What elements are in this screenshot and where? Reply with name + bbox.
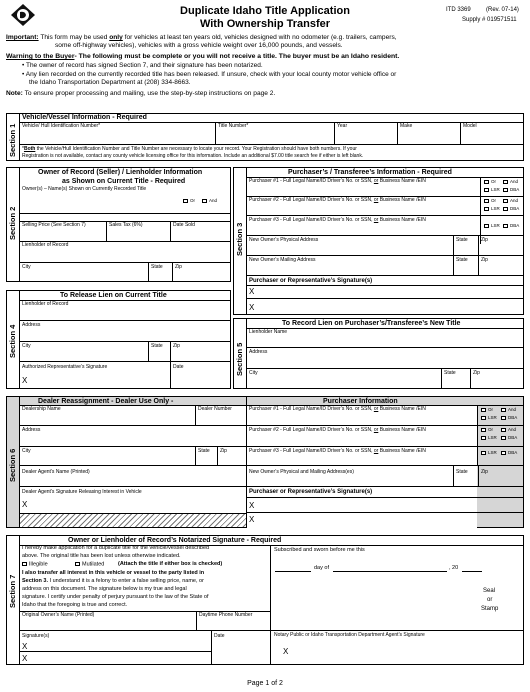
owner-signature-input-2[interactable] [30,652,209,663]
dealer-agent-signature-label: Dealer Agent’s Signature Releasing Interest in Vehicle [22,489,142,495]
s6-p2-bn: Business Name /EIN [378,427,426,433]
date-sold-label: Date Sold [173,222,195,228]
section-3-ref: Section 3. [22,578,48,584]
or-box-icon[interactable] [481,408,486,412]
sales-tax-label: Sales Tax (6%) [109,222,143,228]
s6-purchaser-1-label [249,407,426,412]
only-word: only [109,34,123,41]
phys-zip-label: Zip [481,237,488,243]
model-label: Model [463,123,477,129]
selling-price-input[interactable] [20,229,105,240]
and-box-icon[interactable] [503,180,508,184]
purchaser-signature-label: Purchaser or Representative’s Signature(s) [249,278,373,284]
transfer-statement-5: Idaho that the foregoing is true and correct. [22,602,128,608]
p1-lsr-checkbox[interactable] [484,188,500,193]
section-2-title-1: Owner of Record (Seller) / Lienholder Information [38,169,203,176]
s4-city-input[interactable] [20,350,147,360]
daytime-phone-label: Daytime Phone Number [199,612,253,618]
warning-bullet-3: the Idaho Transportation Department at (208) 334-8663. [29,79,191,86]
or-label: Or [190,198,195,204]
warning-line [6,54,399,61]
s6-purchaser-2-label [249,428,426,433]
p1-bn: Business Name /EIN [378,178,426,184]
or-label: Or [488,407,493,413]
s6-p1-text: Purchaser #1 - Full Legal Name/ID Driver’s No. or SSN, [249,406,374,412]
warning-label: Warning to the Buyer [6,53,75,60]
city-label: City [22,264,31,270]
s6-p1-dba-checkbox[interactable] [501,416,517,421]
s4-sig-x: X [22,376,28,385]
and-label: And [510,198,519,204]
supply-number: Supply # 019571511 [462,17,517,23]
illegible-box-icon[interactable] [22,562,27,566]
s6-address-label: Address [22,427,41,433]
vin-label: Vehicle/ Hull Identification Number* [22,123,101,129]
or-box-icon[interactable] [484,180,489,184]
note-line [6,91,275,98]
dba-label: DBA [508,435,518,441]
section-5-label: Section 5 [235,342,244,376]
section-1-title: Vehicle/Vessel Information - Required [22,114,147,121]
important-notice [6,35,397,42]
sales-tax-input[interactable] [107,229,169,240]
section-7-label: Section 7 [8,574,17,608]
warning-bullet-2: • Any lien recorded on the currently recorded title has been released. If unsure, check with your local county motor vehicle office or [22,71,397,78]
s5-address-label: Address [249,349,268,355]
lsr-label: LSR [488,450,497,456]
purchaser-sig-x-2: X [249,303,255,312]
owners-or-checkbox[interactable] [183,199,195,204]
year-label: Year [337,123,348,129]
s4-date-label: Date [173,364,184,370]
section-7-title: Owner or Lienholder of Record’s Notarized Signature - Required [68,537,282,544]
s6-p1-and-checkbox[interactable] [501,408,516,413]
year-input[interactable] [335,130,396,143]
stamp-text: Stamp [481,606,499,612]
vin-input[interactable] [20,130,214,143]
and-label: And [508,407,517,413]
form-title-line2: With Ownership Transfer [199,18,331,30]
dba-label: DBA [510,223,520,229]
section-1-footnote-2: Registration is not available, contact any county vehicle licensing office for this information. Include an additional $7.00 title search fee if either is left blank. [22,153,364,159]
s6-p2-text: Purchaser #2 - Full Legal Name/ID Driver’s No. or SSN, [249,427,374,433]
mailing-address-input[interactable] [247,264,452,274]
or-label: Or [491,198,496,204]
s4-address-input[interactable] [20,329,230,340]
p1-or-checkbox[interactable] [484,180,496,185]
footnote-star: * [22,146,24,152]
s6-p1-or-checkbox[interactable] [481,408,493,413]
dealer-sig-x: X [22,500,28,509]
lsr-box-icon[interactable] [481,451,486,455]
make-input[interactable] [398,130,459,143]
mailing-address-label: New Owner’s Mailing Address [249,257,316,263]
purchaser-3-label [249,218,426,223]
lsr-box-icon[interactable] [484,224,489,228]
important-text-3: some off-highway vehicles), vehicles with a gross vehicle weight over 16,000 pounds, and vessels. [55,42,343,49]
notary-sig-x: X [283,647,289,656]
felony-text: I understand it is a felony to enter a false selling price, name, or [47,578,204,584]
s6-city-input[interactable] [20,455,194,464]
section-5-title: To Record Lien on Purchaser’s/Transferee’s New Title [282,320,461,327]
p3-text: Purchaser #3 - Full Legal Name/ID Driver’s No. or SSN, [249,217,374,223]
new-owner-address-input[interactable] [247,476,452,485]
phys-state-label: State [456,237,468,243]
p2-or-checkbox[interactable] [484,199,496,204]
notary-year-input[interactable] [462,561,482,571]
p1-or: or [373,178,379,184]
owner-signature-input-1[interactable] [30,640,209,650]
title-number-input[interactable] [216,130,333,143]
dealership-name-label: Dealership Name [22,406,61,412]
dba-box-icon[interactable] [503,224,508,228]
owners-and-checkbox[interactable] [202,199,217,204]
or-label: Or [491,179,496,185]
lsr-label: LSR [491,187,500,193]
dba-box-icon[interactable] [503,188,508,192]
owners-label: Owner(s) – Name(s) Shown on Currently Recorded Title [22,186,147,192]
s5-address-input[interactable] [247,356,523,366]
s6-p2-and-checkbox[interactable] [501,428,516,433]
lsr-label: LSR [488,415,497,421]
s4-city-label: City [22,343,31,349]
purchaser-1-label [249,179,426,184]
lsr-box-icon[interactable] [484,207,489,211]
mail-state-label: State [456,257,468,263]
s4-state-label: State [151,343,163,349]
lienholder-label: Lienholder of Record [22,242,69,248]
p1-dba-checkbox[interactable] [503,188,519,193]
warning-bullet-1: • The owner of record has signed Section 7, and their signature has been notarized. [22,62,263,69]
s6-p2-or: or [373,427,379,433]
or-box-icon[interactable] [183,199,188,203]
purchaser-signature-input-1[interactable] [258,286,522,297]
owner-signatures-label: Signature(s) [22,633,50,639]
s5-zip-label: Zip [473,370,480,376]
s6-p2-or-checkbox[interactable] [481,428,493,433]
s6-purchaser-3-label [249,449,426,454]
warning-text: - The following must be complete or you will not receive a title. The buyer must be an Idaho resident. [74,53,400,60]
s6-new-zip-label: Zip [481,469,488,475]
s6-purchaser-sig-x-2: X [249,515,255,524]
purchaser-2-input[interactable] [247,204,479,214]
p3-or: or [373,217,379,223]
s6-city-label: City [22,448,31,454]
dba-box-icon[interactable] [501,451,506,455]
section-4-title: To Release Lien on Current Title [60,292,167,299]
s4-address-label: Address [22,322,41,328]
dba-label: DBA [510,187,520,193]
section-6-title-left: Dealer Reassignment - Dealer Use Only - [38,398,174,405]
s4-lienholder-input[interactable] [20,308,230,319]
section-2-title-2: as Shown on Current Title - Required [62,178,186,185]
s6-p1-or: or [373,406,379,412]
application-statement-1: I hereby make application for a duplicate title for the vehicle/vessel described [22,545,210,551]
section-4-label: Section 4 [8,324,17,358]
s6-zip-label: Zip [220,448,227,454]
transfer-statement-1: I also transfer all interest in this vehicle or vessel to the party listed in [22,570,205,576]
zip-label: Zip [175,264,182,270]
s6-purchaser-3-input[interactable] [247,455,476,464]
dealer-agent-name-label: Dealer Agent’s Name (Printed) [22,469,90,475]
or-box-icon[interactable] [484,199,489,203]
s6-p3-lsr-checkbox[interactable] [481,451,497,456]
s6-p2-lsr-checkbox[interactable] [481,436,497,441]
dba-label: DBA [508,450,518,456]
s6-purchaser-signature-input-2[interactable] [258,513,475,527]
new-owner-address-label: New Owner’s Physical and Mailing Address(es) [249,469,354,475]
transfer-statement-2 [22,579,204,585]
s6-purchaser-2-input[interactable] [247,434,476,444]
note-text: To ensure proper processing and mailing, use the step-by-step instructions on page 2. [24,90,276,97]
dealership-name-input[interactable] [20,413,194,424]
purchaser-sig-x-1: X [249,287,255,296]
notary-signature-input[interactable] [292,642,522,662]
p1-and-checkbox[interactable] [503,180,518,185]
s6-p3-or: or [373,448,379,454]
s5-state-label: State [444,370,456,376]
lienholder-input[interactable] [20,249,230,260]
dealer-number-label: Dealer Number [198,406,232,412]
model-input[interactable] [461,130,523,143]
s6-p3-text: Purchaser #3 - Full Legal Name/ID Driver’s No. or SSN, [249,448,374,454]
and-box-icon[interactable] [503,199,508,203]
p2-text: Purchaser #2 - Full Legal Name/ID Driver’s No. or SSN, [249,197,374,203]
transfer-statement-3: address on this document. The signature below is my true and legal [22,586,187,592]
mutilated-label: Mutilated [82,561,105,568]
and-label: And [508,427,517,433]
s6-purchaser-signature-label: Purchaser or Representative’s Signature(s) [249,489,373,495]
original-owner-name-label: Original Owner’s Name (Printed) [22,612,95,618]
state-label: State [151,264,163,270]
attach-title-note: (Attach the title if either box is checked) [118,561,223,567]
s5-city-input[interactable] [247,377,440,387]
p2-dba-checkbox[interactable] [503,207,519,212]
p1-text: Purchaser #1 - Full Legal Name/ID Driver’s No. or SSN, [249,178,374,184]
section-6-title-right: Purchaser Information [323,398,398,405]
section-1-label: Section 1 [8,123,17,157]
and-label: And [209,198,218,204]
p2-bn: Business Name /EIN [378,197,426,203]
seal-text: Seal [483,588,496,594]
owners-input[interactable] [20,193,180,211]
p2-and-checkbox[interactable] [503,199,518,204]
purchaser-1-input[interactable] [247,185,479,195]
dba-box-icon[interactable] [501,416,506,420]
section-2-label: Section 2 [8,206,17,240]
or-label: Or [488,427,493,433]
dealer-hatched-area [20,513,246,527]
dealer-number-input[interactable] [196,413,245,424]
and-label: And [510,179,519,185]
important-text-2: for vehicles at least ten years old, vehicles designed with no odometer (e.g. trailers, campers, [122,34,397,41]
application-statement-2: above. The original title has been lost unless otherwise indicated. [22,553,181,559]
s4-zip-label: Zip [173,343,180,349]
authorized-signature-label: Authorized Representative’s Signature [22,364,108,370]
day-of-text: day of [314,565,329,571]
s6-p3-bn: Business Name /EIN [378,448,426,454]
s4-lienholder-label: Lienholder of Record [22,301,69,307]
s6-state-label: State [198,448,210,454]
warning-bullet-2-text: Any lien recorded on the currently recorded title has been released. If unsure, check with your local county motor vehicle office or [25,71,397,78]
s6-address-input[interactable] [20,434,245,444]
illegible-label: Illegible [29,561,48,568]
mail-zip-label: Zip [481,257,488,263]
s6-purchaser-sig-x-1: X [249,501,255,510]
footnote-both: Both [23,146,36,152]
physical-address-input[interactable] [247,244,452,254]
dba-label: DBA [508,415,518,421]
important-label: Important: [6,34,39,41]
s5-city-label: City [249,370,258,376]
s5-lienholder-input[interactable] [247,336,523,346]
title-number-label: Title Number* [218,123,249,129]
lsr-box-icon[interactable] [481,436,486,440]
transfer-statement-4: signature. I certify under penalty of perjury pursuant to the law of the State of [22,594,209,600]
footnote-text-1: the Vehicle/Hull Identification Number and Title Number are necessary to locate your record. Your Registration should have both numbers. If your [35,146,357,152]
selling-price-label: Selling Price (See Section 7) [22,222,86,228]
daytime-phone-input[interactable] [197,619,269,629]
subscribed-sworn-text: Subscribed and sworn before me this [274,547,365,553]
authorized-signature-input[interactable] [30,372,168,387]
owner-sig-x-1: X [22,642,28,651]
section-1-footnote [22,147,357,152]
s6-p2-dba-checkbox[interactable] [501,436,517,441]
dba-box-icon[interactable] [503,207,508,211]
p3-dba-checkbox[interactable] [503,224,519,229]
physical-address-label: New Owner’s Physical Address [249,237,319,243]
notary-signature-label: Notary Public or Idaho Transportation Department Agent’s Signature [274,632,425,638]
city-input[interactable] [20,271,147,281]
notary-month-input[interactable] [333,561,447,571]
revision: (Rev. 07-14) [486,7,519,13]
dba-box-icon[interactable] [501,436,506,440]
original-owner-name-input[interactable] [20,619,195,629]
important-text: This form may be used [40,34,110,41]
warning-bullet-1-text: The owner of record has signed Section 7, and their signature has been notarized. [25,62,263,69]
and-box-icon[interactable] [501,428,506,432]
page-number: Page 1 of 2 [247,680,283,687]
p3-lsr-checkbox[interactable] [484,224,500,229]
p3-bn: Business Name /EIN [378,217,426,223]
make-label: Make [400,123,413,129]
p2-or: or [373,197,379,203]
s6-purchaser-signature-input-1[interactable] [258,498,475,511]
s6-purchaser-1-input[interactable] [247,413,476,423]
section-6-label: Section 6 [8,448,17,482]
p2-lsr-checkbox[interactable] [484,207,500,212]
and-box-icon[interactable] [501,408,506,412]
seal-or-text: or [487,597,493,603]
s7-date-label: Date [214,633,225,639]
s5-lienholder-label: Lienholder Name [249,329,288,335]
form-number: ITD 3369 [446,7,471,13]
owner-sig-x-2: X [22,654,28,663]
note-label: Note: [6,90,23,97]
section-3-title: Purchaser’s / Transferee’s Information - Required [288,169,452,176]
or-box-icon[interactable] [481,428,486,432]
mutilated-checkbox[interactable] [75,562,104,568]
section-3-label: Section 3 [235,222,244,256]
dealer-agent-name-input[interactable] [20,476,245,485]
lsr-box-icon[interactable] [484,188,489,192]
s6-p3-dba-checkbox[interactable] [501,451,517,456]
lsr-box-icon[interactable] [481,416,486,420]
illegible-checkbox[interactable] [22,562,48,568]
s6-new-state-label: State [456,469,468,475]
year-20-text: , 20 [449,565,459,571]
date-sold-input[interactable] [171,229,230,240]
lsr-label: LSR [491,223,500,229]
purchaser-signature-input-2[interactable] [258,299,522,313]
and-box-icon[interactable] [202,199,207,203]
dba-label: DBA [510,206,520,212]
s6-p1-bn: Business Name /EIN [378,406,426,412]
dealer-agent-signature-input[interactable] [30,496,244,511]
form-title-line1: Duplicate Idaho Title Application [180,5,350,17]
s6-p1-lsr-checkbox[interactable] [481,416,497,421]
notary-day-input[interactable] [275,561,311,571]
mutilated-box-icon[interactable] [75,562,80,566]
lsr-label: LSR [488,435,497,441]
purchaser-2-label [249,198,426,203]
lsr-label: LSR [491,206,500,212]
